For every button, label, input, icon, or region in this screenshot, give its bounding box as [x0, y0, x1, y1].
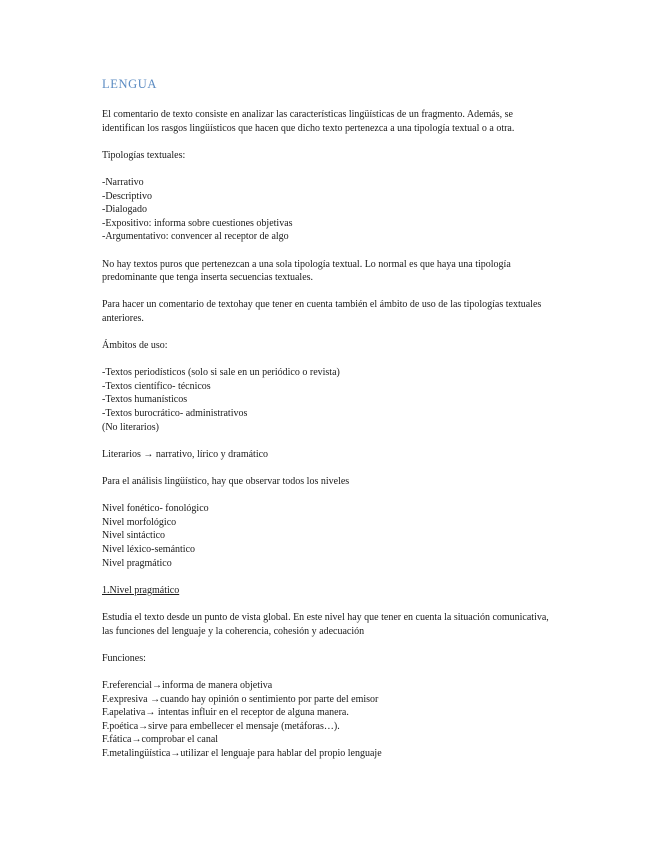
analisis-paragraph: Para el análisis lingüístico, hay que observar todos los niveles — [102, 476, 350, 488]
list-item: F.poética→sirve para embellecer el mensaje (metáforas…). — [102, 720, 340, 732]
list-item: F.metalingüística→utilizar el lenguaje para hablar del propio lenguaje — [102, 747, 382, 759]
list-item: -Textos burocrático- administrativos — [102, 408, 248, 420]
list-item: -Dialogado — [102, 204, 147, 216]
tipologias-label: Tipologías textuales: — [102, 149, 186, 161]
list-item: -Descriptivo — [102, 190, 152, 202]
list-item: -Expositivo: informa sobre cuestiones objetivas — [102, 217, 293, 229]
funciones-list — [102, 679, 552, 761]
list-item: Nivel pragmático — [102, 557, 172, 569]
document-page — [102, 76, 552, 774]
list-item: -Argumentativo: convencer al receptor de algo — [102, 231, 289, 243]
list-item: -Narrativo — [102, 176, 144, 188]
tipologias-list — [102, 176, 552, 244]
section-heading: 1.Nivel pragmático — [102, 584, 180, 596]
list-item: F.expresiva →cuando hay opinión o sentimiento por parte del emisor — [102, 693, 379, 705]
document-title: LENGUA — [102, 77, 157, 91]
ambitos-label: Ámbitos de uso: — [102, 340, 168, 352]
list-item: F.apelativa→ intentas influir en el receptor de alguna manera. — [102, 707, 349, 719]
list-item: -Textos humanísticos — [102, 394, 188, 406]
list-item: F.referencial→informa de manera objetiva — [102, 679, 273, 691]
list-item: -Textos periodísticos (solo si sale en un periódico o revista) — [102, 367, 340, 379]
list-item: Nivel morfológico — [102, 516, 177, 528]
literarios-line: Literarios → narrativo, lírico y dramático — [102, 448, 269, 460]
list-item: (No literarios) — [102, 421, 159, 433]
intro-paragraph: El comentario de texto consiste en analizar las características lingüísticas de un fragmento. Además, se identifican los rasgos lingüísticos que hacen que dicho texto pertenezca a una tipología textual o a otra. — [102, 109, 515, 134]
ambitos-list — [102, 366, 552, 434]
niveles-list — [102, 502, 552, 570]
list-item: Nivel sintáctico — [102, 530, 166, 542]
ambito-paragraph: Para hacer un comentario de textohay que tener en cuenta también el ámbito de uso de las tipologías textuales anteriores. — [102, 299, 542, 324]
list-item: Nivel fonético- fonológico — [102, 503, 209, 515]
list-item: F.fática→comprobar el canal — [102, 734, 219, 746]
list-item: -Textos científico- técnicos — [102, 380, 211, 392]
funciones-label: Funciones: — [102, 652, 146, 664]
list-item: Nivel léxico-semántico — [102, 544, 196, 555]
textos-puros-paragraph: No hay textos puros que pertenezcan a una sola tipología textual. Lo normal es que haya una tipología predominante que tenga inserta secuencias textuales. — [102, 258, 511, 284]
estudia-paragraph: Estudia el texto desde un punto de vista global. En este nivel hay que tener en cuenta la situación comunicativa, las funciones del lenguaje y la coherencia, cohesión y adecuación — [102, 611, 549, 637]
